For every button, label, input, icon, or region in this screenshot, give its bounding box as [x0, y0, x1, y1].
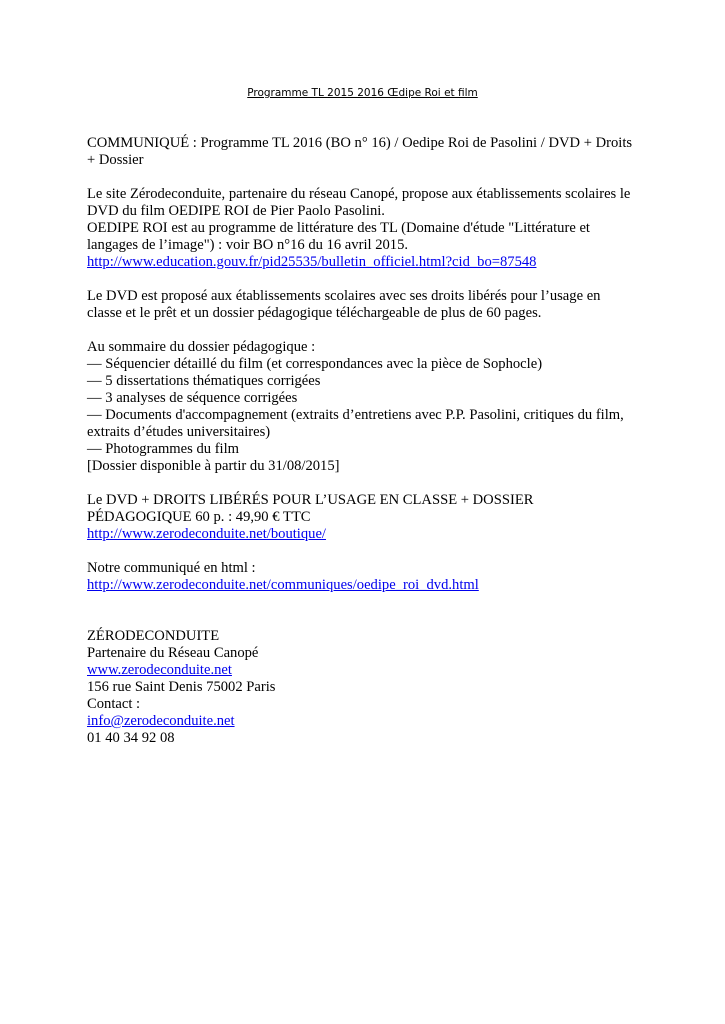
boutique-link[interactable]: http://www.zerodeconduite.net/boutique/	[87, 526, 326, 542]
intro-line: langages de l’image") : voir BO n°16 du 16 avril 2015.	[87, 237, 409, 253]
summary-item: — 5 dissertations thématiques corrigées	[87, 373, 321, 389]
phone-number: 01 40 34 92 08	[87, 730, 175, 746]
summary-item: — Séquencier détaillé du film (et correspondances avec la pièce de Sophocle)	[87, 356, 543, 372]
communique-html-link[interactable]: http://www.zerodeconduite.net/communiques/oedipe_roi_dvd.html	[87, 577, 479, 593]
contact-block	[87, 628, 647, 747]
summary-item: — 3 analyses de séquence corrigées	[87, 390, 298, 406]
summary-item: — Photogrammes du film	[87, 441, 240, 457]
page-title: Programme TL 2015 2016 Œdipe Roi et film	[247, 87, 478, 99]
price-line: PÉDAGOGIQUE 60 p. : 49,90 € TTC	[87, 509, 311, 525]
intro-line: DVD du film OEDIPE ROI de Pier Paolo Pasolini.	[87, 203, 385, 219]
intro-paragraph	[87, 186, 647, 271]
summary-item: extraits d’études universitaires)	[87, 424, 271, 440]
dvd-offer-paragraph	[87, 288, 647, 322]
spacer	[87, 611, 647, 628]
document-body	[87, 135, 647, 764]
website-link[interactable]: www.zerodeconduite.net	[87, 662, 232, 678]
contact-label: Contact :	[87, 696, 141, 712]
company-name: ZÉRODECONDUITE	[87, 628, 220, 644]
html-notice-paragraph	[87, 560, 647, 594]
summary-note: [Dossier disponible à partir du 31/08/2015]	[87, 458, 340, 474]
summary-heading: Au sommaire du dossier pédagogique :	[87, 339, 316, 355]
summary-paragraph	[87, 339, 647, 475]
dvd-offer-line: classe et le prêt et un dossier pédagogique téléchargeable de plus de 60 pages.	[87, 305, 542, 321]
html-notice-label: Notre communiqué en html :	[87, 560, 256, 576]
intro-line: Le site Zérodeconduite, partenaire du réseau Canopé, propose aux établissements scolaires le	[87, 186, 631, 202]
communique-paragraph	[87, 135, 647, 169]
partner-line: Partenaire du Réseau Canopé	[87, 645, 259, 661]
summary-item: — Documents d'accompagnement (extraits d’entretiens avec P.P. Pasolini, critiques du film,	[87, 407, 624, 423]
bulletin-officiel-link[interactable]: http://www.education.gouv.fr/pid25535/bulletin_officiel.html?cid_bo=87548	[87, 254, 537, 270]
price-paragraph	[87, 492, 647, 543]
intro-line: OEDIPE ROI est au programme de littérature des TL (Domaine d'étude "Littérature et	[87, 220, 590, 236]
dvd-offer-line: Le DVD est proposé aux établissements scolaires avec ses droits libérés pour l’usage en	[87, 288, 601, 304]
address-line: 156 rue Saint Denis 75002 Paris	[87, 679, 276, 695]
communique-line: + Dossier	[87, 152, 144, 168]
email-link[interactable]: info@zerodeconduite.net	[87, 713, 235, 729]
price-line: Le DVD + DROITS LIBÉRÉS POUR L’USAGE EN CLASSE + DOSSIER	[87, 492, 534, 508]
communique-line: COMMUNIQUÉ : Programme TL 2016 (BO n° 16) / Oedipe Roi de Pasolini / DVD + Droits	[87, 135, 633, 151]
